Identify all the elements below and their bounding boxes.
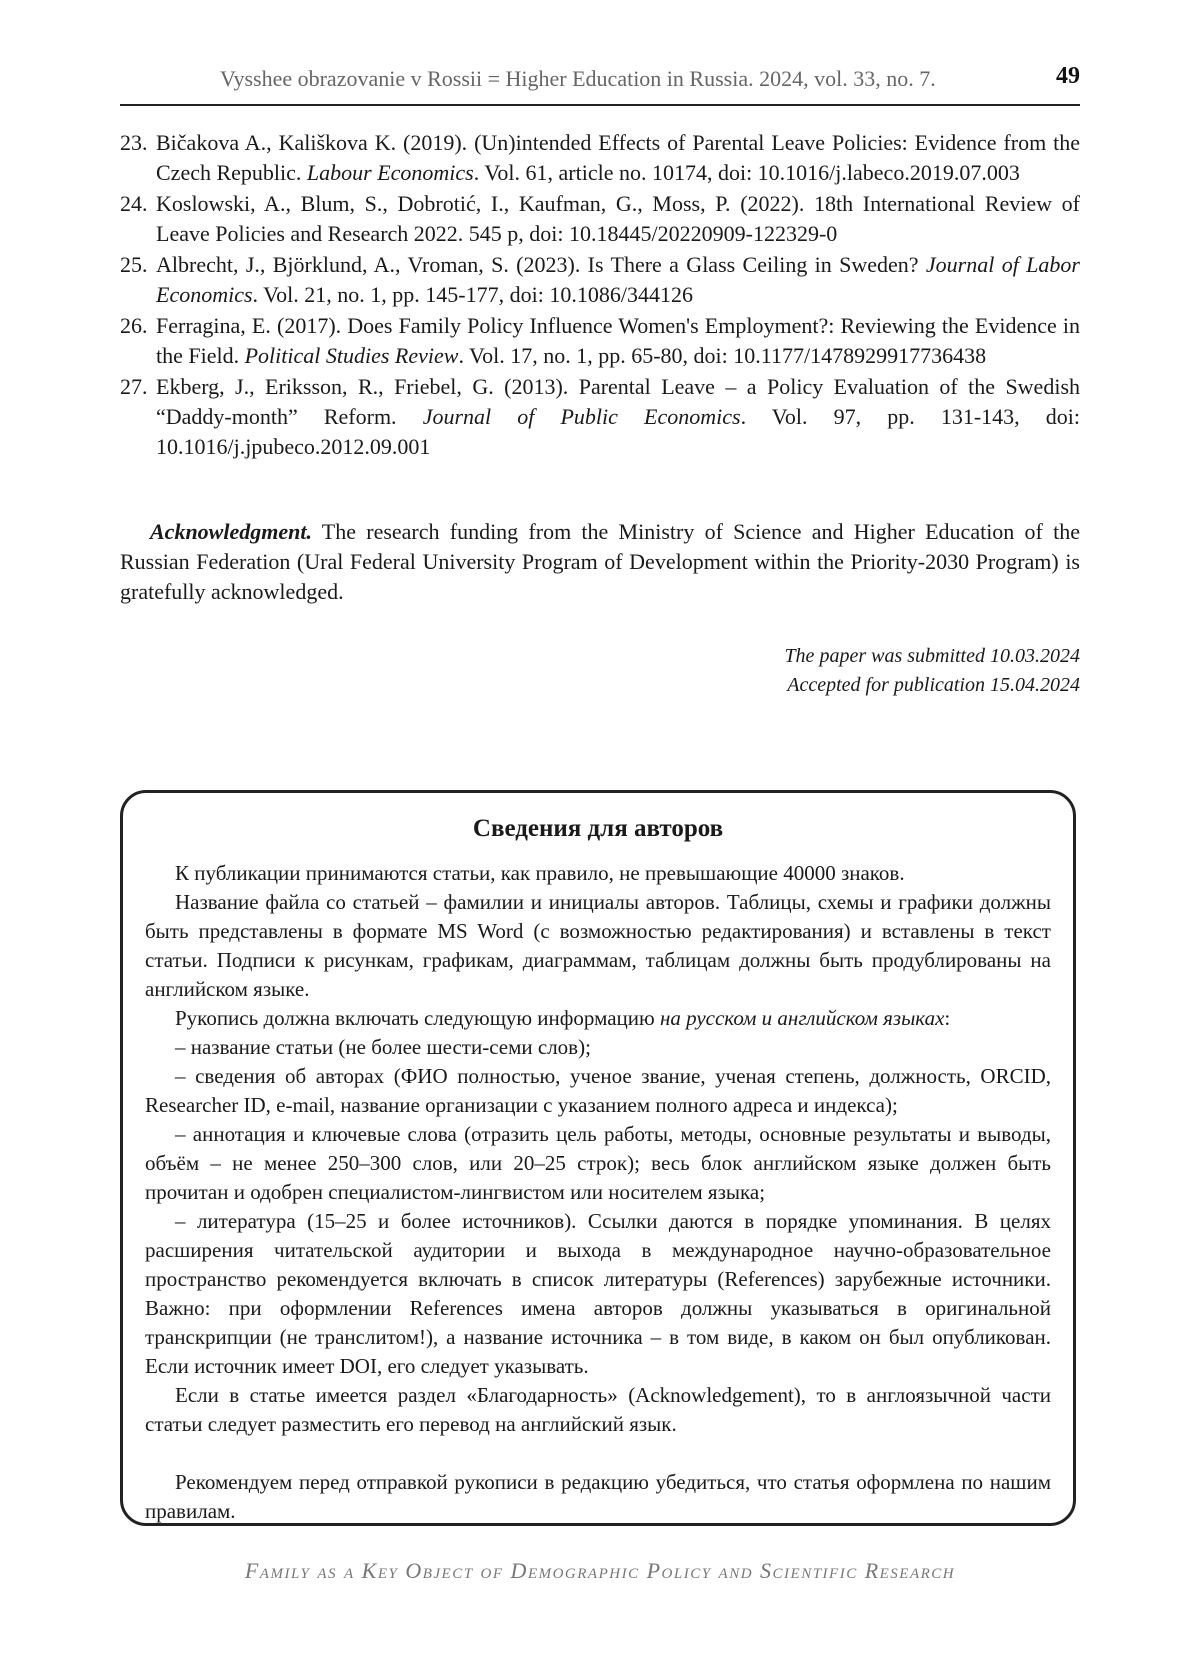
reference-text: Bičakova A., Kališkova K. (2019). (Un)intended Effects of Parental Leave Policies: Evidence from the Czech Republic. bbox=[156, 130, 1080, 185]
box-paragraph: К публикации принимаются статьи, как правило, не превышающие 40000 знаков. bbox=[175, 861, 905, 885]
accepted-date: Accepted for publication 15.04.2024 bbox=[787, 674, 1080, 696]
reference-text: Koslowski, A., Blum, S., Dobrotić, I., Kaufman, G., Moss, P. (2022). 18th International Review of Leave Policies and Research 2022. 545 p, doi: 10.18445/20220909-122329-0 bbox=[156, 191, 1080, 246]
reference-journal: Journal of Public Economics bbox=[422, 404, 741, 429]
box-list-item: – сведения об авторах (ФИО полностью, ученое звание, ученая степень, должность, ORCID, Researcher ID, e-mail, название организации с указанием полного адреса и индекса); bbox=[145, 1064, 1051, 1117]
reference-item bbox=[120, 372, 1080, 462]
running-footer: Family as a Key Object of Demographic Policy and Scientific Research bbox=[244, 1558, 956, 1583]
reference-item bbox=[120, 311, 1080, 371]
submission-dates bbox=[784, 642, 1080, 700]
box-list-item: – литература (15–25 и более источников). Ссылки даются в порядке упоминания. В целях расширения читательской аудитории и выхода в международное научно-образовательное пространство рекомендуется включать в список литературы (References) зарубежные источники. Важно: при оформлении References имена авторов должны указываться в оригинальной транскрипции (не транслитом!), а название источника – в том виде, в каком он был опубликован. Если источник имеет DOI, его следует указывать. bbox=[145, 1209, 1051, 1378]
box-body bbox=[145, 859, 1051, 1526]
box-text: Рукопись должна включать следующую информацию bbox=[175, 1006, 660, 1030]
box-emphasis: на русском и английском языках bbox=[659, 1006, 945, 1030]
box-paragraph bbox=[145, 1004, 1051, 1033]
reference-text: Ekberg, J., Eriksson, R., Friebel, G. (2013). Parental Leave – a Policy Evaluation of the Swedish “Daddy-month” Reform. bbox=[156, 374, 1080, 429]
box-paragraph: Рекомендуем перед отправкой рукописи в редакцию убедиться, что статья оформлена по нашим правилам. bbox=[145, 1470, 1051, 1523]
box-text: : bbox=[944, 1006, 951, 1030]
reference-number: 27. bbox=[120, 374, 148, 399]
reference-journal: Political Studies Review bbox=[244, 343, 459, 368]
reference-number: 25. bbox=[120, 252, 148, 277]
reference-journal: Labour Economics bbox=[306, 160, 474, 185]
reference-text: Ferragina, E. (2017). Does Family Policy Influence Women's Employment?: Reviewing the Evidence in the Field. bbox=[156, 313, 1080, 368]
journal-title: Vysshee obrazovanie v Rossii = Higher Education in Russia. 2024, vol. 33, no. 7. bbox=[220, 66, 936, 91]
box-list-item: – название статьи (не более шести-семи слов); bbox=[175, 1035, 591, 1059]
running-header bbox=[120, 58, 1080, 106]
box-title: Сведения для авторов bbox=[472, 815, 724, 842]
reference-item bbox=[120, 189, 1080, 249]
acknowledgment-label: Acknowledgment. bbox=[150, 519, 312, 544]
box-paragraph: Название файла со статьей – фамилии и инициалы авторов. Таблицы, схемы и графики должны быть представлены в формате MS Word (с возможностью редактирования) и вставлены в текст статьи. Подписи к рисункам, графикам, диаграммам, таблицам должны быть продублированы на английском языке. bbox=[145, 890, 1051, 1001]
reference-journal: Journal of Labor Economics bbox=[156, 252, 1080, 307]
reference-list bbox=[120, 128, 1080, 463]
box-paragraph: Если в статье имеется раздел «Благодарность» (Acknowledgement), то в англоязычной части статьи следует разместить его перевод на английский язык. bbox=[145, 1383, 1051, 1436]
reference-item bbox=[120, 128, 1080, 188]
acknowledgment bbox=[120, 517, 1080, 607]
acknowledgment-text: The research funding from the Ministry of Science and Higher Education of the Russian Federation (Ural Federal University Program of Development within the Priority-2030 Program) is gratefully acknowledged. bbox=[120, 519, 1080, 604]
reference-item bbox=[120, 250, 1080, 310]
reference-details: . Vol. 61, article no. 10174, doi: 10.1016/j.labeco.2019.07.003 bbox=[473, 160, 1020, 185]
reference-text: Albrecht, J., Björklund, A., Vroman, S. (2023). Is There a Glass Ceiling in Sweden? bbox=[156, 252, 926, 277]
reference-number: 26. bbox=[120, 313, 148, 338]
authors-info-box bbox=[120, 790, 1076, 1526]
reference-number: 23. bbox=[120, 130, 148, 155]
reference-number: 24. bbox=[120, 191, 148, 216]
page-number: 49 bbox=[1056, 63, 1080, 89]
reference-details: . Vol. 17, no. 1, pp. 65-80, doi: 10.1177/1478929917736438 bbox=[458, 343, 987, 368]
submitted-date: The paper was submitted 10.03.2024 bbox=[784, 645, 1080, 667]
reference-details: . Vol. 97, pp. 131-143, doi: 10.1016/j.jpubeco.2012.09.001 bbox=[156, 404, 1080, 459]
reference-details: . Vol. 21, no. 1, pp. 145-177, doi: 10.1086/344126 bbox=[252, 282, 693, 307]
box-list-item: – аннотация и ключевые слова (отразить цель работы, методы, основные результаты и выводы, объём – не менее 250–300 слов, или 20–25 строк); весь блок английском языке должен быть прочитан и одобрен специалистом-лингвистом или носителем языка; bbox=[145, 1122, 1051, 1204]
